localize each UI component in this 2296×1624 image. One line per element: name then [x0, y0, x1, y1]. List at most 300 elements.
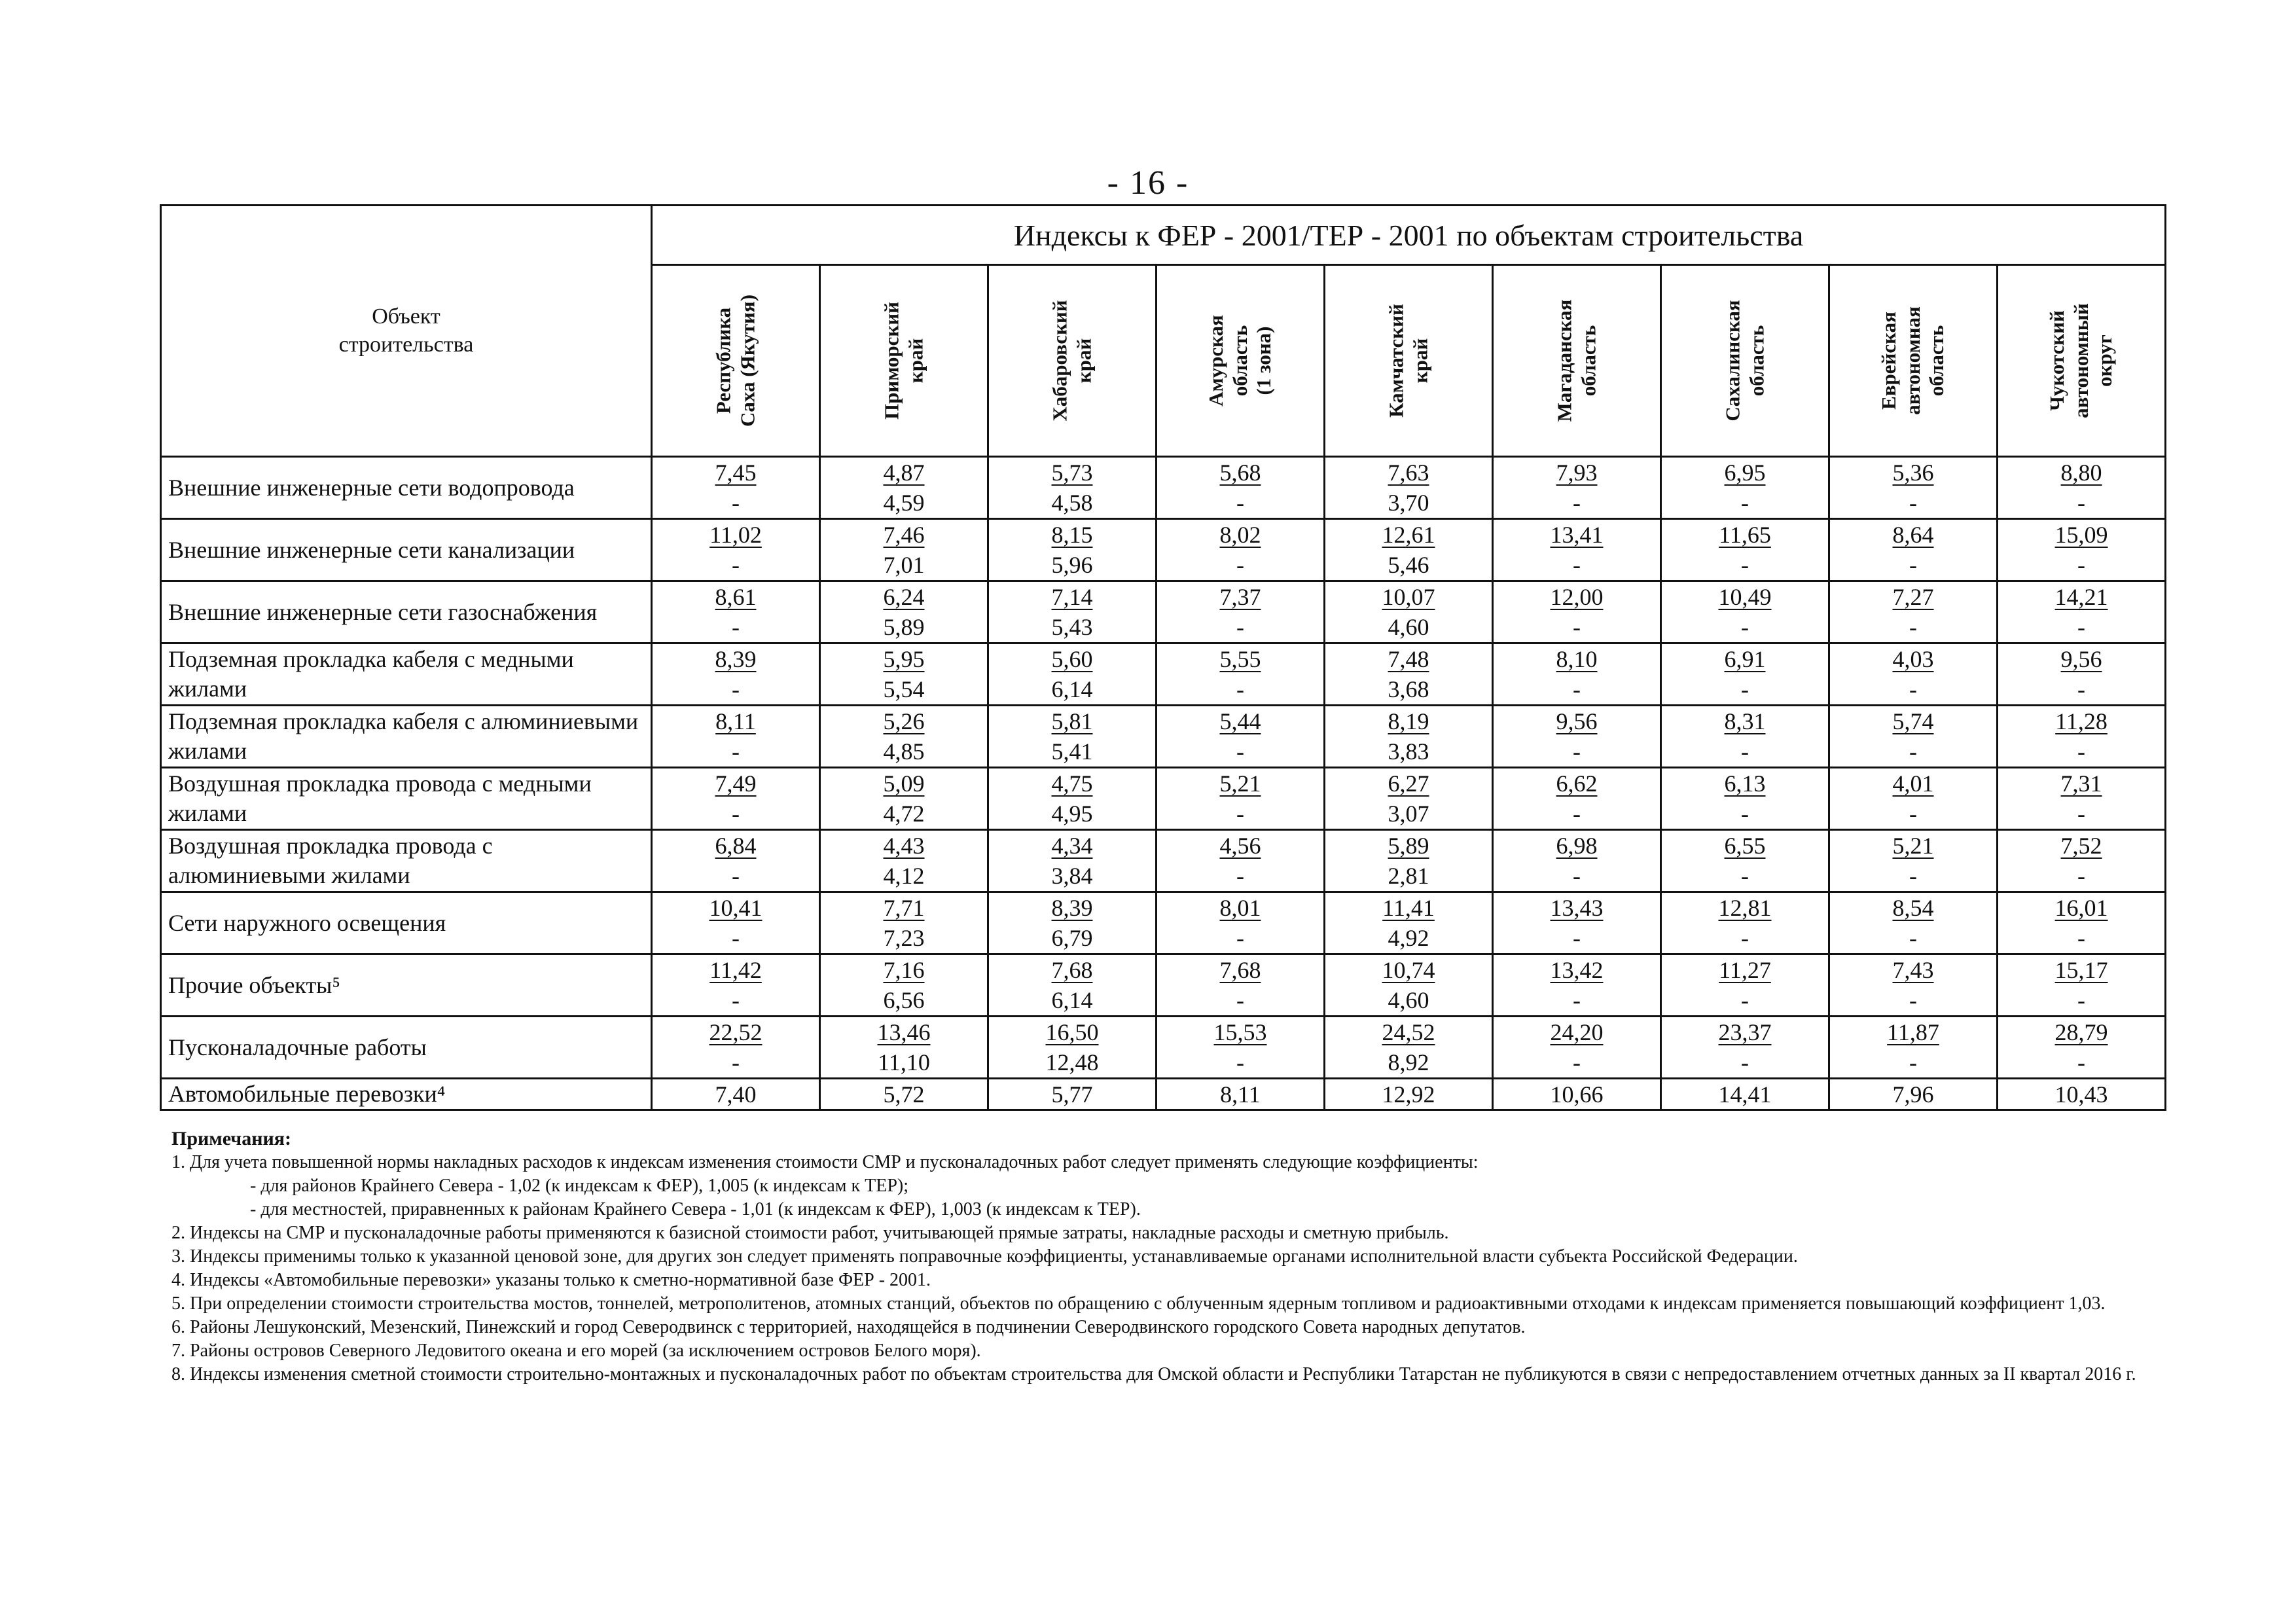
fer-index-text: 5,21 [1219, 770, 1261, 797]
index-value-cell [1325, 457, 1493, 519]
ter-index-value: - [1236, 1049, 1244, 1075]
fer-index-text: 7,45 [715, 460, 757, 486]
region-header-cell [1325, 265, 1493, 457]
region-header-line: Чукотский [2045, 310, 2069, 411]
fer-index-value [1494, 582, 1660, 612]
fer-index-value [989, 520, 1155, 550]
ter-index-value: - [732, 676, 740, 702]
fer-index-text: 5,21 [1892, 833, 1934, 859]
ter-index-value: 3,84 [1051, 863, 1093, 889]
fer-index-text: 4,34 [1051, 833, 1093, 859]
index-value-cell [988, 706, 1157, 768]
ter-index-value: - [1573, 1049, 1581, 1075]
region-header-label [1721, 272, 1768, 449]
fer-index-value [1494, 520, 1660, 550]
fer-index-text: 8,01 [1219, 895, 1261, 921]
ter-index-value: 7,23 [883, 925, 925, 951]
ter-index-value: - [1741, 614, 1749, 640]
region-header-line: край [904, 338, 927, 384]
fer-index-text: 6,13 [1724, 770, 1766, 797]
fer-index-value [989, 1017, 1155, 1047]
ter-index-value: 7,01 [883, 552, 925, 578]
fer-index-text: 4,01 [1892, 770, 1934, 797]
fer-index-value [653, 520, 819, 550]
index-value-cell [1998, 643, 2166, 706]
ter-index-value: - [2077, 925, 2086, 951]
fer-index-value [653, 1017, 819, 1047]
ter-index-value: - [1573, 863, 1581, 889]
ter-index-value: - [1741, 801, 1749, 827]
fer-index-text: 6,27 [1388, 770, 1429, 797]
index-value-cell [988, 768, 1157, 830]
ter-index-value: - [1909, 1049, 1917, 1075]
fer-index-value [1325, 458, 1492, 488]
fer-index-text: 5,74 [1892, 708, 1934, 734]
region-header-line: Камчатский [1384, 304, 1408, 418]
fer-index-text: 5,89 [1388, 833, 1429, 859]
ter-index-value: - [2077, 987, 2086, 1013]
index-value-cell [1493, 643, 1661, 706]
fer-index-text: 7,71 [883, 895, 925, 921]
ter-index-value: - [2077, 676, 2086, 702]
ter-index-value: 12,48 [1045, 1049, 1099, 1075]
ter-index-value: 3,83 [1388, 738, 1429, 765]
index-value-cell [1325, 706, 1493, 768]
fer-index-value [1157, 893, 1323, 923]
index-value-cell [1493, 457, 1661, 519]
region-header-cell [1661, 265, 1829, 457]
fer-index-text: 4,56 [1219, 833, 1261, 859]
fer-index-text: 4,87 [883, 460, 925, 486]
fer-index-value [1662, 520, 1828, 550]
index-value-cell [652, 768, 820, 830]
fer-index-value [1830, 893, 1996, 923]
fer-index-text: 6,95 [1724, 460, 1766, 486]
fer-index-text: 11,28 [2055, 708, 2108, 734]
index-value-cell [1493, 830, 1661, 892]
ter-index-value: 4,12 [883, 863, 925, 889]
fer-index-text: 8,39 [1051, 895, 1093, 921]
fer-index-value [1998, 955, 2164, 985]
index-value-cell [1493, 892, 1661, 954]
fer-index-text: 8,64 [1892, 522, 1934, 548]
index-value-cell [1998, 830, 2166, 892]
ter-index-value: - [1573, 987, 1581, 1013]
fer-index-value [1830, 768, 1996, 799]
fer-index-text: 7,63 [1388, 460, 1429, 486]
fer-index-text: 11,65 [1719, 522, 1771, 548]
index-value-cell [1661, 954, 1829, 1017]
ter-index-value: - [1236, 987, 1244, 1013]
ter-index-value: - [732, 552, 740, 578]
fer-index-value [1662, 1017, 1828, 1047]
fer-index-text: 13,46 [877, 1019, 931, 1045]
index-value-cell [1157, 1017, 1325, 1079]
fer-index-value [1325, 582, 1492, 612]
fer-index-value [821, 768, 987, 799]
note-item: 2. Индексы на СМР и пусконаладочные работы применяются к базисной стоимости работ, учитывающей прямые затраты, накладные расходы и сметную прибыль. [171, 1223, 1449, 1243]
fer-index-value [1157, 520, 1323, 550]
ter-index-value: - [732, 863, 740, 889]
index-value-cell [820, 1017, 988, 1079]
fer-index-value [653, 582, 819, 612]
fer-index-value [1494, 831, 1660, 861]
fer-index-text: 5,26 [883, 708, 925, 734]
object-name-cell: Подземная прокладка кабеля с медными жилами [161, 643, 652, 706]
index-value-cell [652, 830, 820, 892]
region-header-line: Республика [711, 307, 735, 414]
ter-index-value: 5,96 [1051, 552, 1093, 578]
index-value-cell [1157, 581, 1325, 643]
region-header-line: автономная [1901, 306, 1924, 415]
object-name-cell: Внешние инженерные сети канализации [161, 519, 652, 581]
index-value-cell [1998, 457, 2166, 519]
fer-index-value [989, 706, 1155, 736]
ter-index-value: - [1573, 490, 1581, 516]
fer-index-text: 15,17 [2054, 957, 2108, 983]
ter-index-value: 5,54 [883, 676, 925, 702]
fer-index-text: 11,42 [709, 957, 762, 983]
fer-index-value [1325, 831, 1492, 861]
table-row [161, 768, 2166, 830]
index-value-cell [1157, 457, 1325, 519]
fer-index-value [1830, 582, 1996, 612]
ter-index-value: - [732, 925, 740, 951]
fer-index-text: 5,55 [1219, 646, 1261, 672]
fer-index-text: 24,20 [1550, 1019, 1604, 1045]
index-value-cell [1157, 892, 1325, 954]
fer-index-value [1662, 831, 1828, 861]
table-body [161, 457, 2166, 1110]
fer-index-value [1157, 831, 1323, 861]
index-value-cell: 7,96 [1829, 1079, 1998, 1110]
ter-index-value: - [2077, 1049, 2086, 1075]
ter-index-value: - [1236, 863, 1244, 889]
fer-index-text: 10,49 [1718, 584, 1772, 610]
ter-index-value: 6,79 [1051, 925, 1093, 951]
fer-index-value [1830, 955, 1996, 985]
region-header-line: область [1745, 325, 1768, 397]
region-header-cell [1829, 265, 1998, 457]
fer-index-text: 7,46 [883, 522, 925, 548]
region-header-label [1877, 272, 1949, 449]
index-value-cell [1661, 1017, 1829, 1079]
fer-index-text: 28,79 [2054, 1019, 2108, 1045]
ter-index-value: - [1741, 738, 1749, 765]
fer-index-text: 10,74 [1382, 957, 1435, 983]
note-subitem: - для районов Крайнего Севера - 1,02 (к индексам к ФЕР), 1,005 (к индексам к ТЕР); [250, 1176, 909, 1196]
index-value-cell [1493, 1017, 1661, 1079]
object-name-cell: Сети наружного освещения [161, 892, 652, 954]
region-header-cell [1493, 265, 1661, 457]
fer-index-text: 15,09 [2054, 522, 2108, 548]
fer-index-value [1494, 644, 1660, 674]
fer-index-value [1662, 768, 1828, 799]
fer-index-value [821, 955, 987, 985]
index-value-cell: 5,72 [820, 1079, 988, 1110]
fer-index-value [1662, 955, 1828, 985]
ter-index-value: 2,81 [1388, 863, 1429, 889]
fer-index-text: 13,43 [1550, 895, 1604, 921]
index-value-cell [1829, 830, 1998, 892]
index-value-cell [1829, 519, 1998, 581]
ter-index-value: 4,60 [1388, 614, 1429, 640]
index-value-cell [1493, 954, 1661, 1017]
ter-index-value: - [732, 1049, 740, 1075]
index-value-cell [1829, 457, 1998, 519]
ter-index-value: - [1909, 676, 1917, 702]
fer-index-text: 7,43 [1892, 957, 1934, 983]
ter-index-value: 11,10 [878, 1049, 930, 1075]
ter-index-value: - [2077, 552, 2086, 578]
ter-index-value: - [1909, 801, 1917, 827]
ter-index-value: - [1909, 925, 1917, 951]
object-name-cell: Воздушная прокладка провода с медными жилами [161, 768, 652, 830]
index-value-cell [1157, 706, 1325, 768]
fer-index-value [1494, 458, 1660, 488]
region-header-line: область [1228, 325, 1251, 397]
fer-index-value [1662, 706, 1828, 736]
ter-index-value: - [1741, 1049, 1749, 1075]
fer-index-text: 10,41 [709, 895, 762, 921]
ter-index-value: - [1236, 801, 1244, 827]
index-value-cell [1829, 954, 1998, 1017]
ter-index-value: - [1909, 863, 1917, 889]
index-value-cell [1325, 519, 1493, 581]
region-header-line: округ [2093, 334, 2117, 387]
index-value-cell [820, 954, 988, 1017]
index-value-cell [1661, 581, 1829, 643]
ter-index-value: 4,95 [1051, 801, 1093, 827]
index-value-cell [1325, 892, 1493, 954]
ter-index-value: - [1741, 490, 1749, 516]
index-value-cell [1661, 892, 1829, 954]
ter-index-value: - [1909, 987, 1917, 1013]
region-header-line: Приморский [880, 302, 903, 420]
fer-index-value [989, 644, 1155, 674]
fer-index-text: 8,15 [1051, 522, 1093, 548]
ter-index-value: 5,41 [1051, 738, 1093, 765]
fer-index-text: 8,10 [1556, 646, 1598, 672]
ter-index-value: - [1909, 490, 1917, 516]
fer-index-text: 12,61 [1382, 522, 1435, 548]
fer-index-text: 9,56 [1556, 708, 1598, 734]
fer-index-value [1830, 831, 1996, 861]
fer-index-text: 8,19 [1388, 708, 1429, 734]
region-header-label [1384, 272, 1432, 449]
ter-index-value: - [1741, 676, 1749, 702]
index-table [160, 204, 2166, 1111]
index-value-cell [820, 581, 988, 643]
index-value-cell [1661, 519, 1829, 581]
fer-index-value [1494, 1017, 1660, 1047]
index-value-cell [652, 954, 820, 1017]
region-header-line: край [1072, 338, 1095, 384]
fer-index-text: 11,41 [1382, 895, 1435, 921]
region-header-line: Хабаровский [1048, 300, 1071, 422]
index-value-cell [820, 830, 988, 892]
index-value-cell [1157, 768, 1325, 830]
fer-index-value [1157, 644, 1323, 674]
index-value-cell [820, 768, 988, 830]
object-header-line-1: Объект [372, 304, 440, 329]
fer-index-text: 7,52 [2060, 833, 2102, 859]
fer-index-text: 7,14 [1051, 584, 1093, 610]
region-header-cell [1998, 265, 2166, 457]
fer-index-value [1998, 582, 2164, 612]
region-header-label [711, 272, 759, 449]
index-value-cell [1829, 581, 1998, 643]
fer-index-text: 7,27 [1892, 584, 1934, 610]
index-value-cell [988, 643, 1157, 706]
ter-index-value: - [2077, 863, 2086, 889]
ter-index-value: 6,14 [1051, 987, 1093, 1013]
fer-index-value [1662, 458, 1828, 488]
fer-index-text: 5,44 [1219, 708, 1261, 734]
ter-index-value: 5,89 [883, 614, 925, 640]
ter-index-value: - [1236, 925, 1244, 951]
fer-index-text: 7,31 [2060, 770, 2102, 797]
region-header-cell [988, 265, 1157, 457]
ter-index-value: 4,59 [883, 490, 925, 516]
fer-index-text: 8,39 [715, 646, 757, 672]
index-value-cell [1493, 519, 1661, 581]
ter-index-value: 6,14 [1051, 676, 1093, 702]
fer-index-value [653, 644, 819, 674]
ter-index-value: - [1741, 987, 1749, 1013]
note-item: 5. При определении стоимости строительства мостов, тоннелей, метрополитенов, атомных станций, объектов по обращению с облученным ядерным топливом и радиоактивными отходами к индексам применяется повышающий коэффициент 1,03. [171, 1293, 2106, 1314]
index-value-cell [1661, 768, 1829, 830]
index-value-cell [1157, 519, 1325, 581]
fer-index-value [821, 582, 987, 612]
fer-index-value [1998, 768, 2164, 799]
index-value-cell [1998, 954, 2166, 1017]
index-value-cell [988, 519, 1157, 581]
index-value-cell [1325, 643, 1493, 706]
fer-index-text: 14,21 [2054, 584, 2108, 610]
fer-index-text: 5,95 [883, 646, 925, 672]
fer-index-value [1325, 644, 1492, 674]
fer-index-value [1830, 520, 1996, 550]
ter-index-value: - [1573, 801, 1581, 827]
fer-index-text: 24,52 [1382, 1019, 1435, 1045]
index-value-cell [988, 1017, 1157, 1079]
ter-index-value: - [2077, 490, 2086, 516]
fer-index-value [821, 1017, 987, 1047]
fer-index-value [653, 831, 819, 861]
region-header-line: область [1577, 325, 1600, 397]
fer-index-value [653, 706, 819, 736]
ter-index-value: 6,56 [883, 987, 925, 1013]
index-value-cell [820, 643, 988, 706]
table-row [161, 830, 2166, 892]
index-value-cell: 10,66 [1493, 1079, 1661, 1110]
fer-index-value [653, 768, 819, 799]
object-column-header [161, 206, 652, 457]
fer-index-value [1830, 458, 1996, 488]
table-row [161, 457, 2166, 519]
table-main-header: Индексы к ФЕР - 2001/ТЕР - 2001 по объектам строительства [652, 206, 2166, 265]
fer-index-text: 12,00 [1550, 584, 1604, 610]
fer-index-value [1157, 582, 1323, 612]
fer-index-text: 5,09 [883, 770, 925, 797]
note-item: 1. Для учета повышенной нормы накладных расходов к индексам изменения стоимости СМР и пусконаладочных работ следует применять следующие коэффициенты: [171, 1152, 1479, 1172]
fer-index-text: 8,31 [1724, 708, 1766, 734]
note-subitem: - для местностей, приравненных к районам Крайнего Севера - 1,01 (к индексам к ФЕР), 1,003 (к индексам к ТЕР). [250, 1199, 1141, 1219]
fer-index-value [1494, 768, 1660, 799]
fer-index-value [1325, 768, 1492, 799]
fer-index-value [1998, 520, 2164, 550]
table-row [161, 643, 2166, 706]
index-value-cell [820, 892, 988, 954]
fer-index-value [1662, 893, 1828, 923]
index-value-cell [1829, 706, 1998, 768]
object-name-cell: Внешние инженерные сети водопровода [161, 457, 652, 519]
fer-index-value [1830, 1017, 1996, 1047]
ter-index-value: 3,07 [1388, 801, 1429, 827]
index-value-cell [652, 1017, 820, 1079]
fer-index-value [1998, 893, 2164, 923]
fer-index-value [989, 893, 1155, 923]
fer-index-text: 6,24 [883, 584, 925, 610]
fer-index-text: 8,02 [1219, 522, 1261, 548]
index-value-cell [1998, 519, 2166, 581]
ter-index-value: - [1236, 490, 1244, 516]
table-row [161, 1079, 2166, 1110]
note-item: 6. Районы Лешуконский, Мезенский, Пинежский и город Северодвинск с территорией, находящейся в подчинении Северодвинского городского Совета народных депутатов. [171, 1317, 1526, 1337]
fer-index-text: 6,62 [1556, 770, 1598, 797]
fer-index-value [1325, 520, 1492, 550]
fer-index-value [989, 955, 1155, 985]
region-header-label [1204, 272, 1276, 449]
index-value-cell [1829, 892, 1998, 954]
ter-index-value: - [2077, 738, 2086, 765]
index-value-cell: 14,41 [1661, 1079, 1829, 1110]
index-value-cell [1157, 830, 1325, 892]
ter-index-value: 8,92 [1388, 1049, 1429, 1075]
notes-title: Примечания: [171, 1128, 292, 1149]
index-value-cell [1493, 706, 1661, 768]
fer-index-value [989, 458, 1155, 488]
table-row [161, 892, 2166, 954]
index-value-cell [988, 457, 1157, 519]
notes-section [171, 1127, 2155, 1386]
fer-index-value [989, 582, 1155, 612]
region-header-cell [652, 265, 820, 457]
fer-index-text: 22,52 [709, 1019, 762, 1045]
index-value-cell [652, 519, 820, 581]
index-value-cell [1998, 706, 2166, 768]
fer-index-value [821, 831, 987, 861]
ter-index-value: - [2077, 614, 2086, 640]
fer-index-value [1325, 1017, 1492, 1047]
ter-index-value: 3,68 [1388, 676, 1429, 702]
fer-index-value [821, 458, 987, 488]
fer-index-text: 16,50 [1045, 1019, 1099, 1045]
index-value-cell [652, 457, 820, 519]
object-name-cell: Подземная прокладка кабеля с алюминиевыми жилами [161, 706, 652, 768]
index-value-cell [1998, 768, 2166, 830]
ter-index-value: - [1573, 925, 1581, 951]
fer-index-text: 15,53 [1213, 1019, 1267, 1045]
region-header-label [1552, 272, 1600, 449]
fer-index-value [1157, 1017, 1323, 1047]
fer-index-text: 10,07 [1382, 584, 1435, 610]
fer-index-value [1157, 768, 1323, 799]
ter-index-value: - [1909, 738, 1917, 765]
fer-index-text: 6,55 [1724, 833, 1766, 859]
fer-index-text: 23,37 [1718, 1019, 1772, 1045]
